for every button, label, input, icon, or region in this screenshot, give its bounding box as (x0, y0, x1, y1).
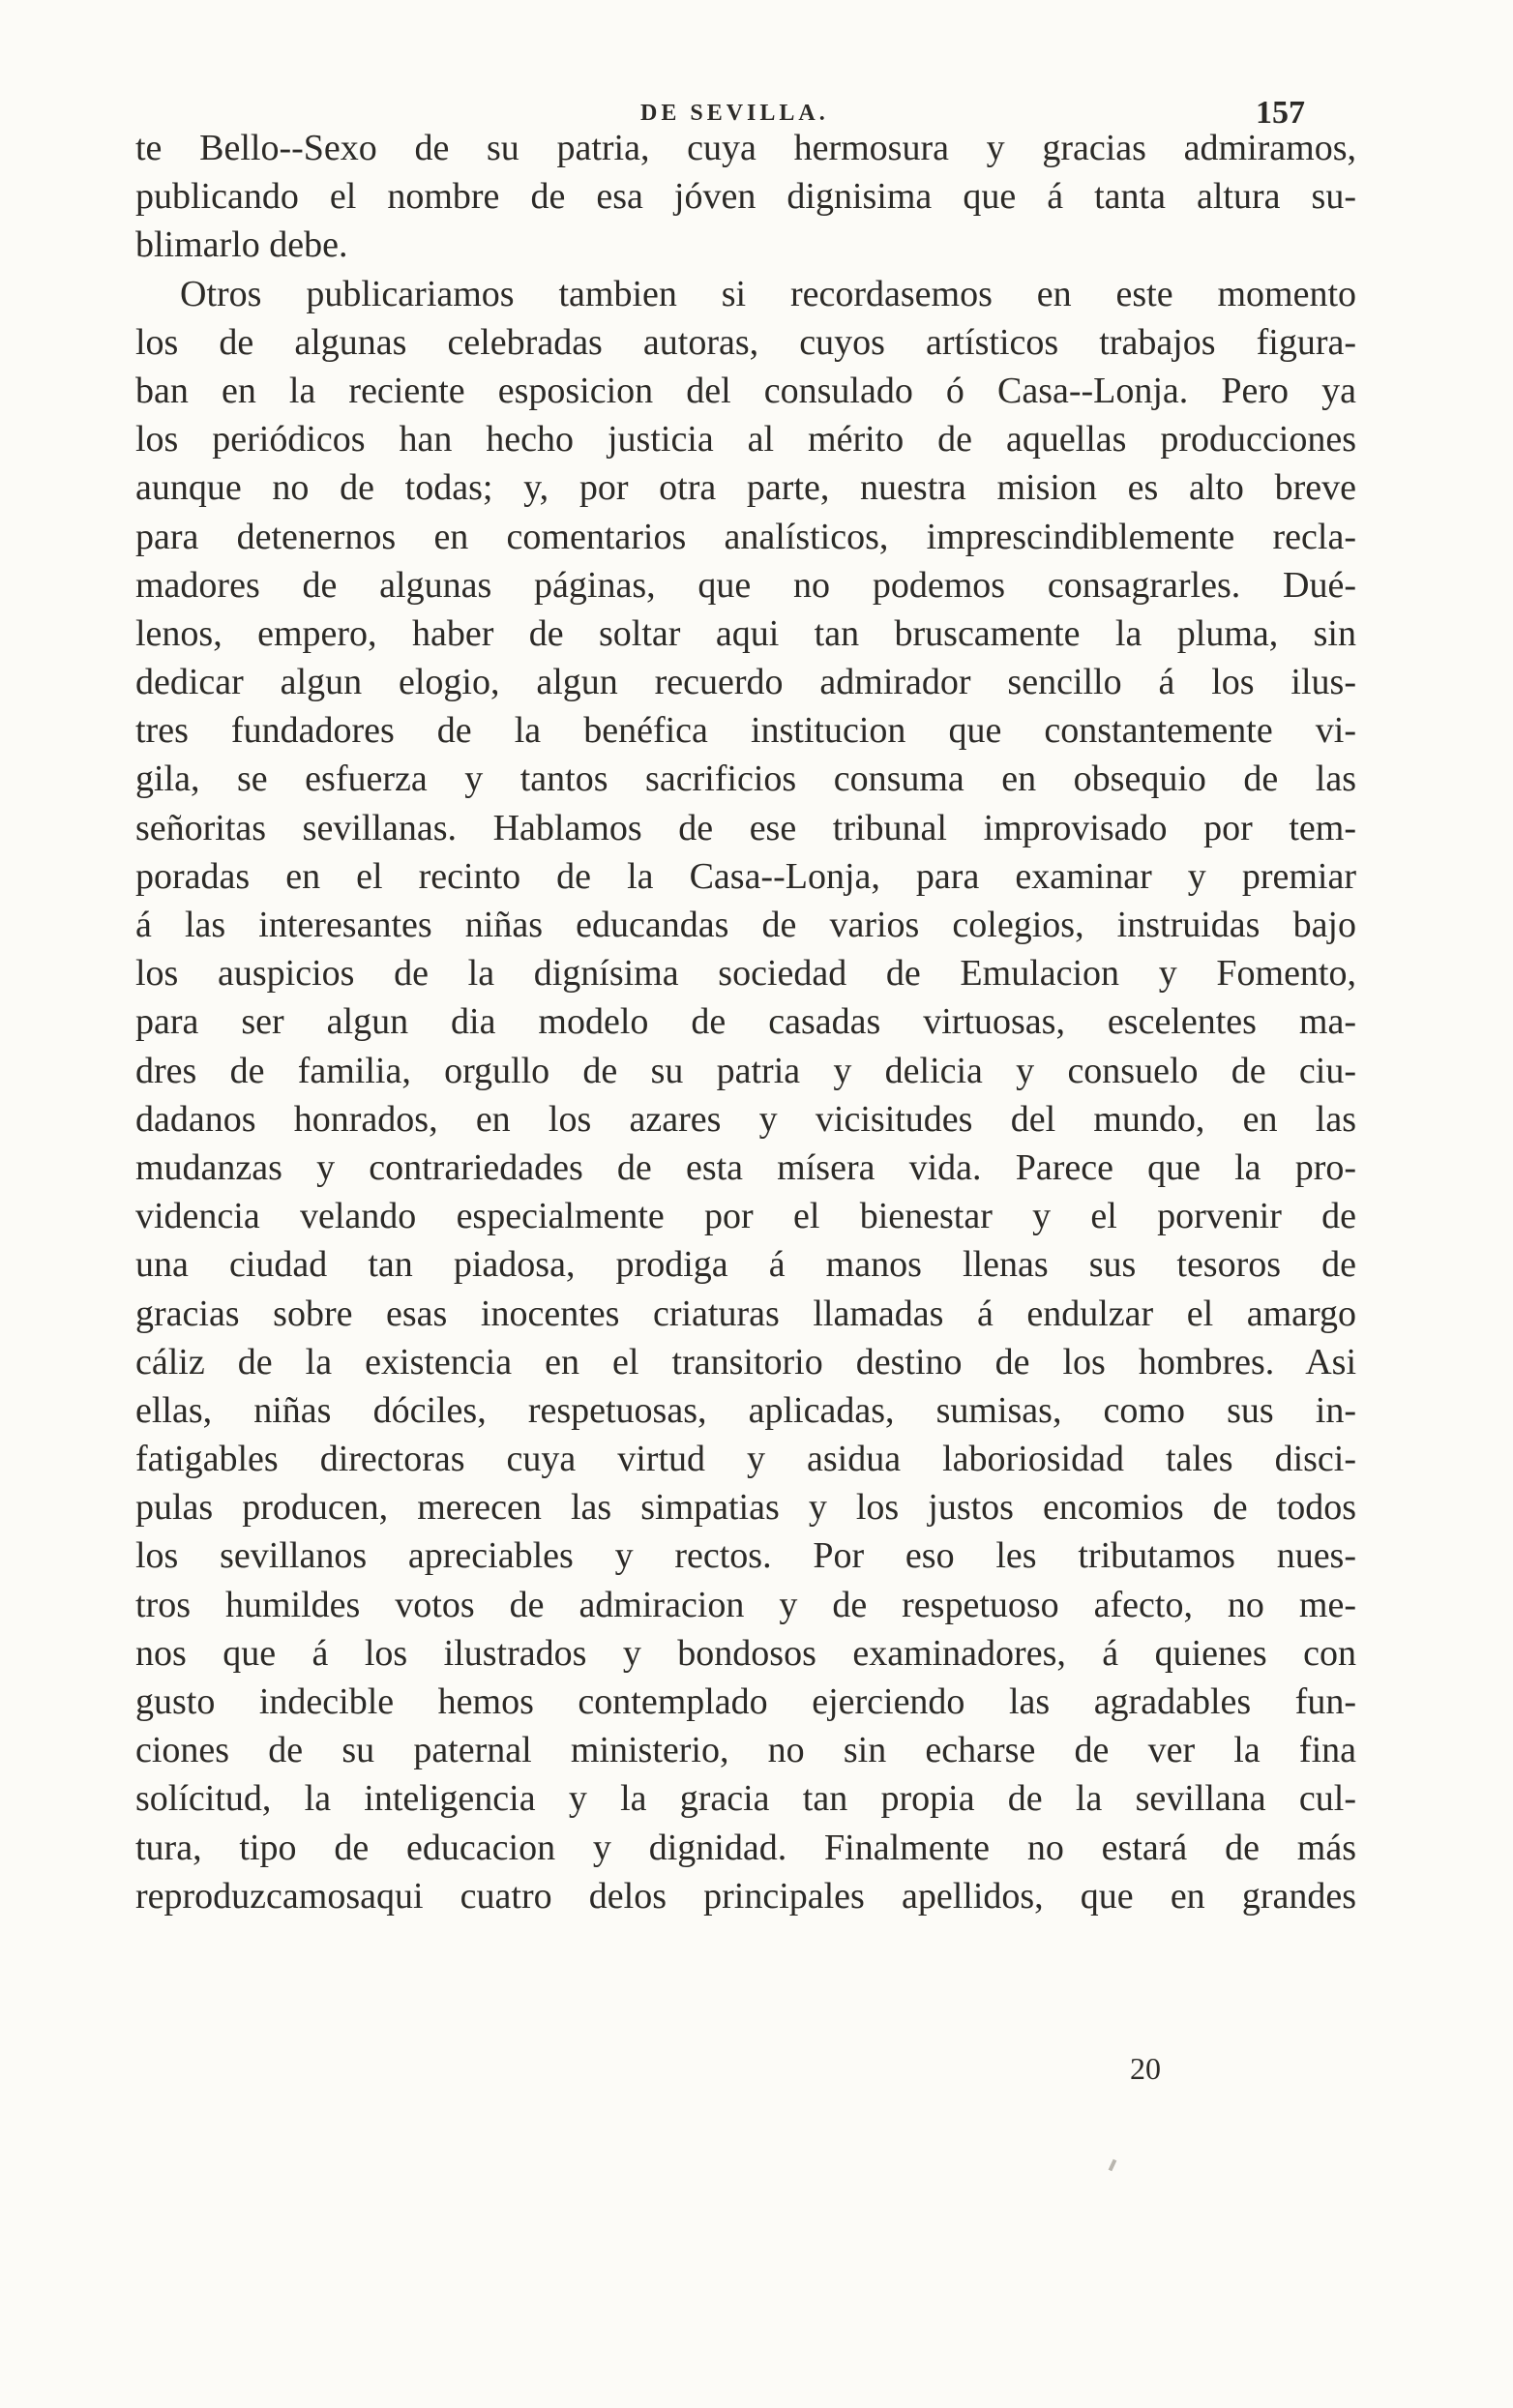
text-line: videncia velando especialmente por el bienestar y el porvenir de (135, 1196, 1356, 1237)
text-line: tura, tipo de educacion y dignidad. Finalmente no estará de más (135, 1827, 1356, 1868)
text-line: cáliz de la existencia en el transitorio destino de los hombres. Asi (135, 1341, 1356, 1382)
text-line: publicando el nombre de esa jóven dignisima que á tanta altura su- (135, 176, 1356, 218)
text-line: los de algunas celebradas autoras, cuyos artísticos trabajos figura- (135, 321, 1356, 363)
text-line: ban en la reciente esposicion del consulado ó Casa--Lonja. Pero ya (135, 370, 1356, 411)
text-line: dadanos honrados, en los azares y vicisitudes del mundo, en las (135, 1098, 1356, 1140)
text-line: solícitud, la inteligencia y la gracia tan propia de la sevillana cul- (135, 1778, 1356, 1820)
text-line: poradas en el recinto de la Casa--Lonja, para examinar y premiar (135, 855, 1356, 897)
paragraph (135, 124, 1356, 270)
text-line: nos que á los ilustrados y bondosos examinadores, á quienes con (135, 1632, 1356, 1674)
text-line: gila, se esfuerza y tantos sacrificios consuma en obsequio de las (135, 758, 1356, 800)
text-line: gusto indecible hemos contemplado ejerciendo las agradables fun- (135, 1681, 1356, 1722)
text-line: para detenernos en comentarios analísticos, imprescindiblemente recla- (135, 516, 1356, 557)
text-line: lenos, empero, haber de soltar aqui tan bruscamente la pluma, sin (135, 612, 1356, 654)
page-number: 157 (1256, 95, 1305, 131)
text-line: señoritas sevillanas. Hablamos de ese tribunal improvisado por tem- (135, 807, 1356, 848)
text-line: pulas producen, merecen las simpatias y los justos encomios de todos (135, 1487, 1356, 1529)
text-line: para ser algun dia modelo de casadas virtuosas, escelentes ma- (135, 1001, 1356, 1043)
text-line: una ciudad tan piadosa, prodiga á manos llenas sus tesoros de (135, 1244, 1356, 1286)
paragraph (135, 270, 1356, 1920)
ink-speck (1109, 2159, 1117, 2172)
body-text (135, 124, 1356, 1920)
text-line: ellas, niñas dóciles, respetuosas, aplicadas, sumisas, como sus in- (135, 1389, 1356, 1431)
text-line: mudanzas y contrariedades de esta mísera vida. Parece que la pro- (135, 1146, 1356, 1188)
text-line: reproduzcamosaqui cuatro delos principales apellidos, que en grandes (135, 1875, 1356, 1917)
running-title: DE SEVILLA. (640, 101, 829, 126)
text-line: te Bello--Sexo de su patria, cuya hermosura y gracias admiramos, (135, 128, 1356, 168)
text-line: los periódicos han hecho justicia al mérito de aquellas producciones (135, 419, 1356, 461)
text-line: blimarlo debe. (135, 224, 348, 266)
text-line: tros humildes votos de admiracion y de respetuoso afecto, no me- (135, 1584, 1356, 1625)
text-line: los auspicios de la dignísima sociedad de Emulacion y Fomento, (135, 953, 1356, 995)
text-line: á las interesantes niñas educandas de varios colegios, instruidas bajo (135, 905, 1356, 945)
text-line: ciones de su paternal ministerio, no sin echarse de ver la fina (135, 1730, 1356, 1771)
text-line: Otros publicariamos tambien si recordasemos en este momento (180, 273, 1356, 314)
printer-signature-mark: 20 (1130, 2051, 1161, 2086)
text-line: dedicar algun elogio, algun recuerdo admirador sencillo á los ilus- (135, 662, 1356, 703)
text-line: aunque no de todas; y, por otra parte, nuestra mision es alto breve (135, 467, 1356, 509)
text-line: gracias sobre esas inocentes criaturas llamadas á endulzar el amargo (135, 1293, 1356, 1334)
text-line: tres fundadores de la benéfica institucion que constantemente vi- (135, 710, 1356, 752)
text-line: madores de algunas páginas, que no podemos consagrarles. Dué- (135, 564, 1356, 606)
text-line: fatigables directoras cuya virtud y asidua laboriosidad tales disci- (135, 1439, 1356, 1480)
text-line: dres de familia, orgullo de su patria y delicia y consuelo de ciu- (135, 1050, 1356, 1091)
text-line: los sevillanos apreciables y rectos. Por eso les tributamos nues- (135, 1535, 1356, 1577)
